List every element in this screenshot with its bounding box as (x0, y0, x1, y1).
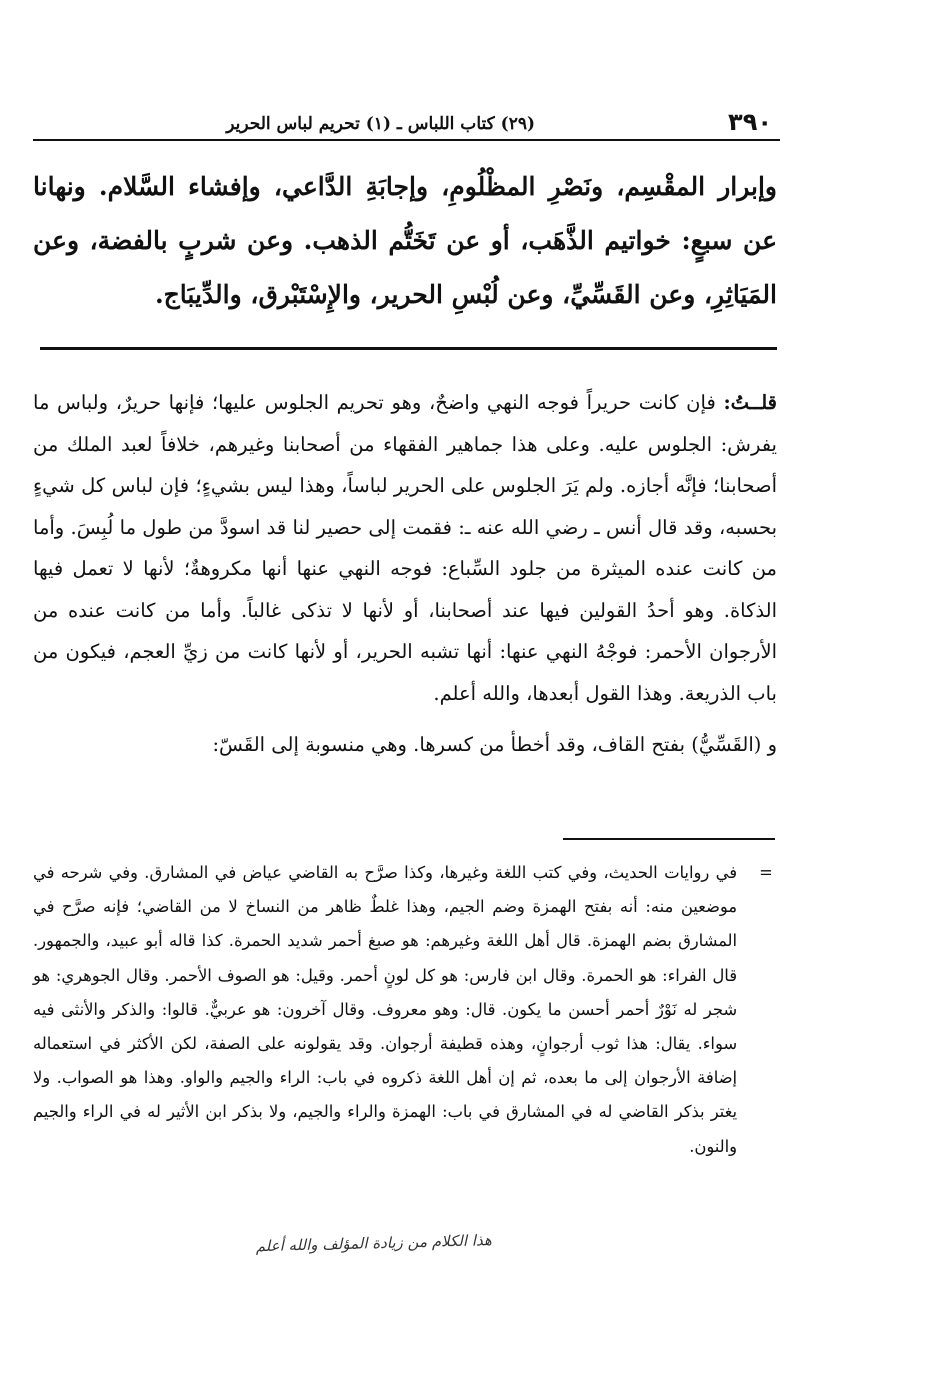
commentary-lead: قلــتُ: (723, 391, 777, 414)
header-rule (33, 139, 780, 141)
handwritten-annotation: هذا الكلام من زيادة المؤلف والله أعلم (255, 1231, 492, 1256)
hadith-text-block (33, 160, 777, 322)
commentary-body: فإن كانت حريراً فوجه النهي واضحٌ، وهو تحريم الجلوس عليها؛ فإنها حريرٌ، ولباس ما يفرش: الجلوس عليه. وعلى هذا جماهير الفقهاء من أصحابنا وغيرهم، خلافاً لعبد الملك من أصحابنا؛ فإنَّه أجازه. ولم يَرَ الجلوس على الحرير لباساً، وهذا ليس بشيءٍ؛ فإن لباس كل شيءٍ بحسبه، وقد قال أنس ـ رضي الله عنه ـ: فقمت إلى حصير لنا قد اسودَّ من طول ما لُبِسَ. وأما من كانت عنده الميثرة من جلود السِّباع: فوجه النهي عنها أنها مكروهةٌ؛ لأنها لا تعمل فيها الذكاة. وهو أحدُ القولين فيها عند أصحابنا، أو لأنها لا تذكى غالباً. وأما من كانت عنده من الأرجوان الأحمر: فوجْهُ النهي عنها: أنها تشبه الحرير، أو لأنها كانت من زيِّ العجم، فيكون من باب الذريعة. وهذا القول أبعدها، والله أعلم. (33, 391, 777, 705)
page-number: ٣٩٠ (728, 108, 772, 136)
section-divider (40, 347, 777, 350)
running-title: (٢٩) كتاب اللباس ـ (١) تحريم لباس الحرير (226, 114, 535, 134)
page-header (33, 108, 780, 138)
commentary-final-line: و (القَسِّيُّ) بفتح القاف، وقد أخطأ من كسرها. وهي منسوبة إلى القَسّ: (212, 733, 777, 756)
commentary-paragraph (33, 382, 777, 714)
footnote-text: في روايات الحديث، وفي كتب اللغة وغيرها، وكذا صرَّح به القاضي عياض في المشارق. وفي شرحه في موضعين منه: أنه بفتح الهمزة وضم الجيم، وهذا غلطٌ ظاهر من النساخ لا من القاضي؛ فإنه صرَّح في المشارق بضم الهمزة. قال أهل اللغة وغيرهم: هو صبغ أحمر شديد الحمرة. كذا قاله أبو عبيد، والجمهور. قال الفراء: هو الحمرة. وقال ابن فارس: هو كل لونٍ أحمر. وقيل: هو الصوف الأحمر. وقال الجوهري: هو شجر له نَوْرٌ أحمر أحسن ما يكون. قال: وهو معروف. وقال آخرون: هو عربيٌّ. قالوا: والذكر والأنثى فيه سواء. يقال: هذا ثوب أرجوانٍ، وهذه قطيفة أرجوان. وقد يقولونه على الصفة، لكن الأكثر في استعماله إضافة الأرجوان إلى ما بعده، ثم إن أهل اللغة ذكروه في باب: الراء والجيم والواو. وهذا هو الصواب. ولا يغتر بذكر القاضي له في المشارق في باب: الهمزة والراء والجيم، ولا بذكر ابن الأثير له في الراء والجيم والنون. (33, 863, 737, 1156)
commentary-block (33, 382, 777, 766)
footnote-block (33, 856, 777, 1164)
footnote-continuation-marker: = (759, 863, 773, 882)
footnote-separator (563, 838, 775, 840)
hadith-paragraph: وإبرار المقْسِم، ونَصْرِ المظْلُومِ، وإجابَةِ الدَّاعي، وإفشاء السَّلام. ونهانا عن سبعٍ: خواتيم الذَّهَب، أو عن تَخَتُّم الذهب. وعن شربٍ بالفضة، وعن المَيَاثِرِ، وعن القَسِّيِّ، وعن لُبْسِ الحرير، والإِسْتَبْرق، والدِّيبَاج. (33, 172, 777, 309)
